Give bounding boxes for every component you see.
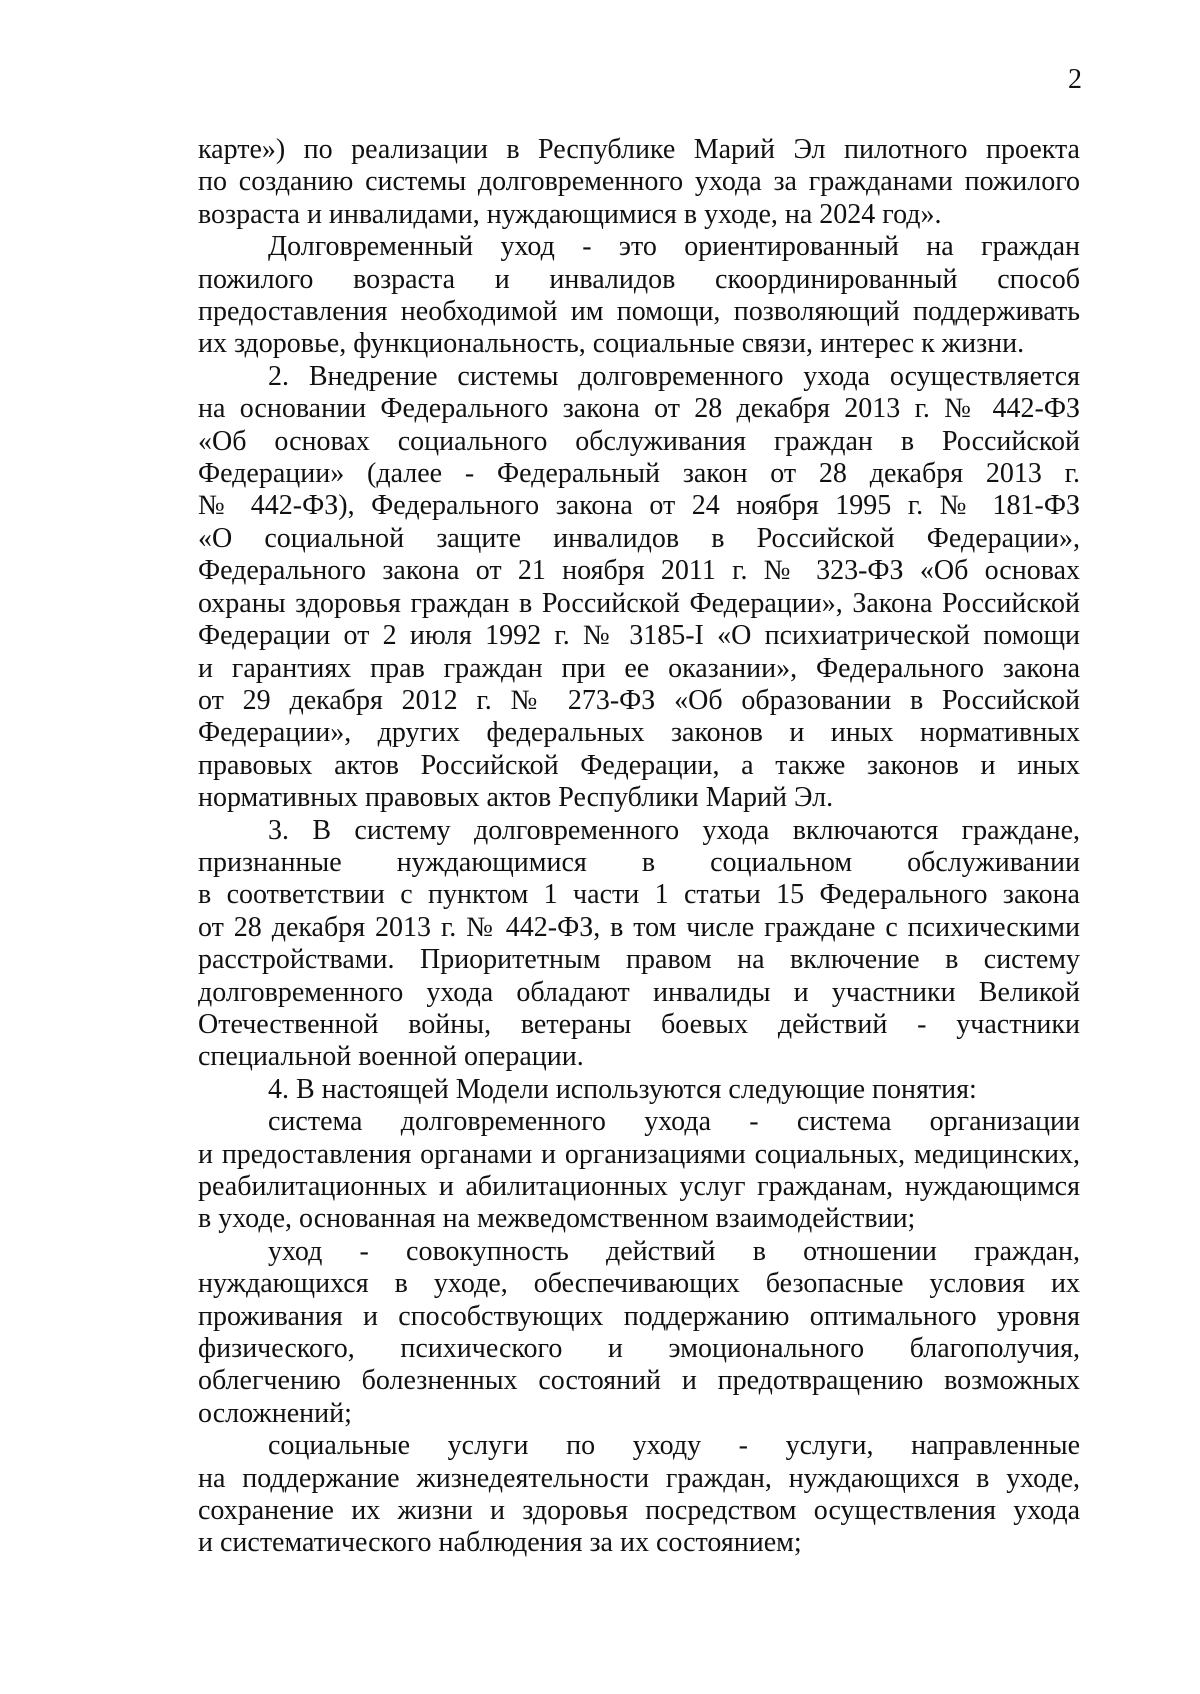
text-line: предоставления необходимой им помощи, позволяющий поддерживать xyxy=(198,296,1080,328)
text-line: Федерации», других федеральных законов и иных нормативных xyxy=(198,717,1080,749)
text-line: Отечественной войны, ветераны боевых действий - участники xyxy=(198,1008,1080,1040)
text-line: на основании Федерального закона от 28 декабря 2013 г. № 442-ФЗ xyxy=(198,393,1080,425)
paragraph xyxy=(198,815,1080,1074)
text-line: 4. В настоящей Модели используются следующие понятия: xyxy=(268,1073,977,1105)
document-body xyxy=(198,134,1080,1560)
text-line: Федерации» (далее - Федеральный закон от 28 декабря 2013 г. xyxy=(198,458,1080,490)
text-line: и предоставления органами и организациями социальных, медицинских, xyxy=(198,1138,1080,1170)
text-line: правовых актов Российской Федерации, а также законов и иных xyxy=(198,749,1080,781)
text-line: и систематического наблюдения за их состоянием; xyxy=(198,1527,802,1559)
text-line: их здоровье, функциональность, социальные связи, интерес к жизни. xyxy=(198,328,1025,360)
text-line: на поддержание жизнедеятельности граждан, нуждающихся в уходе, xyxy=(198,1462,1080,1494)
text-line: уход - совокупность действий в отношении граждан, xyxy=(268,1235,1080,1267)
text-line: охраны здоровья граждан в Российской Федерации», Закона Российской xyxy=(198,587,1080,619)
text-line: пожилого возраста и инвалидов скоординированный способ xyxy=(198,263,1080,295)
text-line: нормативных правовых актов Республики Марий Эл. xyxy=(198,782,834,814)
paragraph xyxy=(198,1074,1080,1106)
paragraph xyxy=(198,1106,1080,1236)
paragraph xyxy=(198,134,1080,231)
text-line: в уходе, основанная на межведомственном взаимодействии; xyxy=(198,1203,916,1235)
text-line: признанные нуждающимися в социальном обслуживании xyxy=(198,846,1080,878)
text-line: № 442-ФЗ), Федерального закона от 24 ноября 1995 г. № 181-ФЗ xyxy=(198,490,1080,522)
text-line: система долговременного ухода - система организации xyxy=(268,1106,1080,1138)
paragraph xyxy=(198,1430,1080,1560)
text-line: Федерального закона от 21 ноября 2011 г. № 323-ФЗ «Об основах xyxy=(198,555,1080,587)
text-line: облегчению болезненных состояний и предотвращению возможных xyxy=(198,1365,1080,1397)
text-line: Долговременный уход - это ориентированный на граждан xyxy=(268,231,1080,263)
text-line: от 28 декабря 2013 г. № 442-ФЗ, в том числе граждане с психическими xyxy=(198,911,1080,943)
text-line: от 29 декабря 2012 г. № 273-ФЗ «Об образовании в Российской xyxy=(198,684,1080,716)
text-line: «О социальной защите инвалидов в Российской Федерации», xyxy=(198,522,1080,554)
paragraph xyxy=(198,231,1080,361)
text-line: в соответствии с пунктом 1 части 1 статьи 15 Федерального закона xyxy=(198,879,1080,911)
text-line: 3. В систему долговременного ухода включаются граждане, xyxy=(268,814,1080,846)
text-line: Федерации от 2 июля 1992 г. № 3185-I «О психиатрической помощи xyxy=(198,620,1080,652)
text-line: карте») по реализации в Республике Марий Эл пилотного проекта xyxy=(198,134,1080,165)
text-line: физического, психического и эмоционального благополучия, xyxy=(198,1333,1080,1365)
text-line: долговременного ухода обладают инвалиды и участники Великой xyxy=(198,976,1080,1008)
text-line: 2. Внедрение системы долговременного ухода осуществляется xyxy=(268,360,1080,392)
text-line: по созданию системы долговременного ухода за гражданами пожилого xyxy=(198,166,1080,198)
text-line: реабилитационных и абилитационных услуг гражданам, нуждающимся xyxy=(198,1171,1080,1202)
text-line: «Об основах социального обслуживания граждан в Российской xyxy=(198,425,1080,457)
paragraph xyxy=(198,361,1080,815)
paragraph xyxy=(198,1236,1080,1430)
text-line: осложнений; xyxy=(198,1397,352,1429)
text-line: проживания и способствующих поддержанию оптимального уровня xyxy=(198,1300,1080,1332)
text-line: нуждающихся в уходе, обеспечивающих безопасные условия их xyxy=(198,1268,1080,1300)
text-line: и гарантиях прав граждан при ее оказании», Федерального закона xyxy=(198,652,1080,684)
text-line: специальной военной операции. xyxy=(198,1041,584,1073)
text-line: сохранение их жизни и здоровья посредством осуществления ухода xyxy=(198,1495,1080,1527)
text-line: расстройствами. Приоритетным правом на включение в систему xyxy=(198,944,1080,976)
text-line: социальные услуги по уходу - услуги, направленные xyxy=(268,1430,1080,1462)
page-number: 2 xyxy=(1068,64,1082,95)
text-line: возраста и инвалидами, нуждающимися в уходе, на 2024 год». xyxy=(198,198,942,230)
